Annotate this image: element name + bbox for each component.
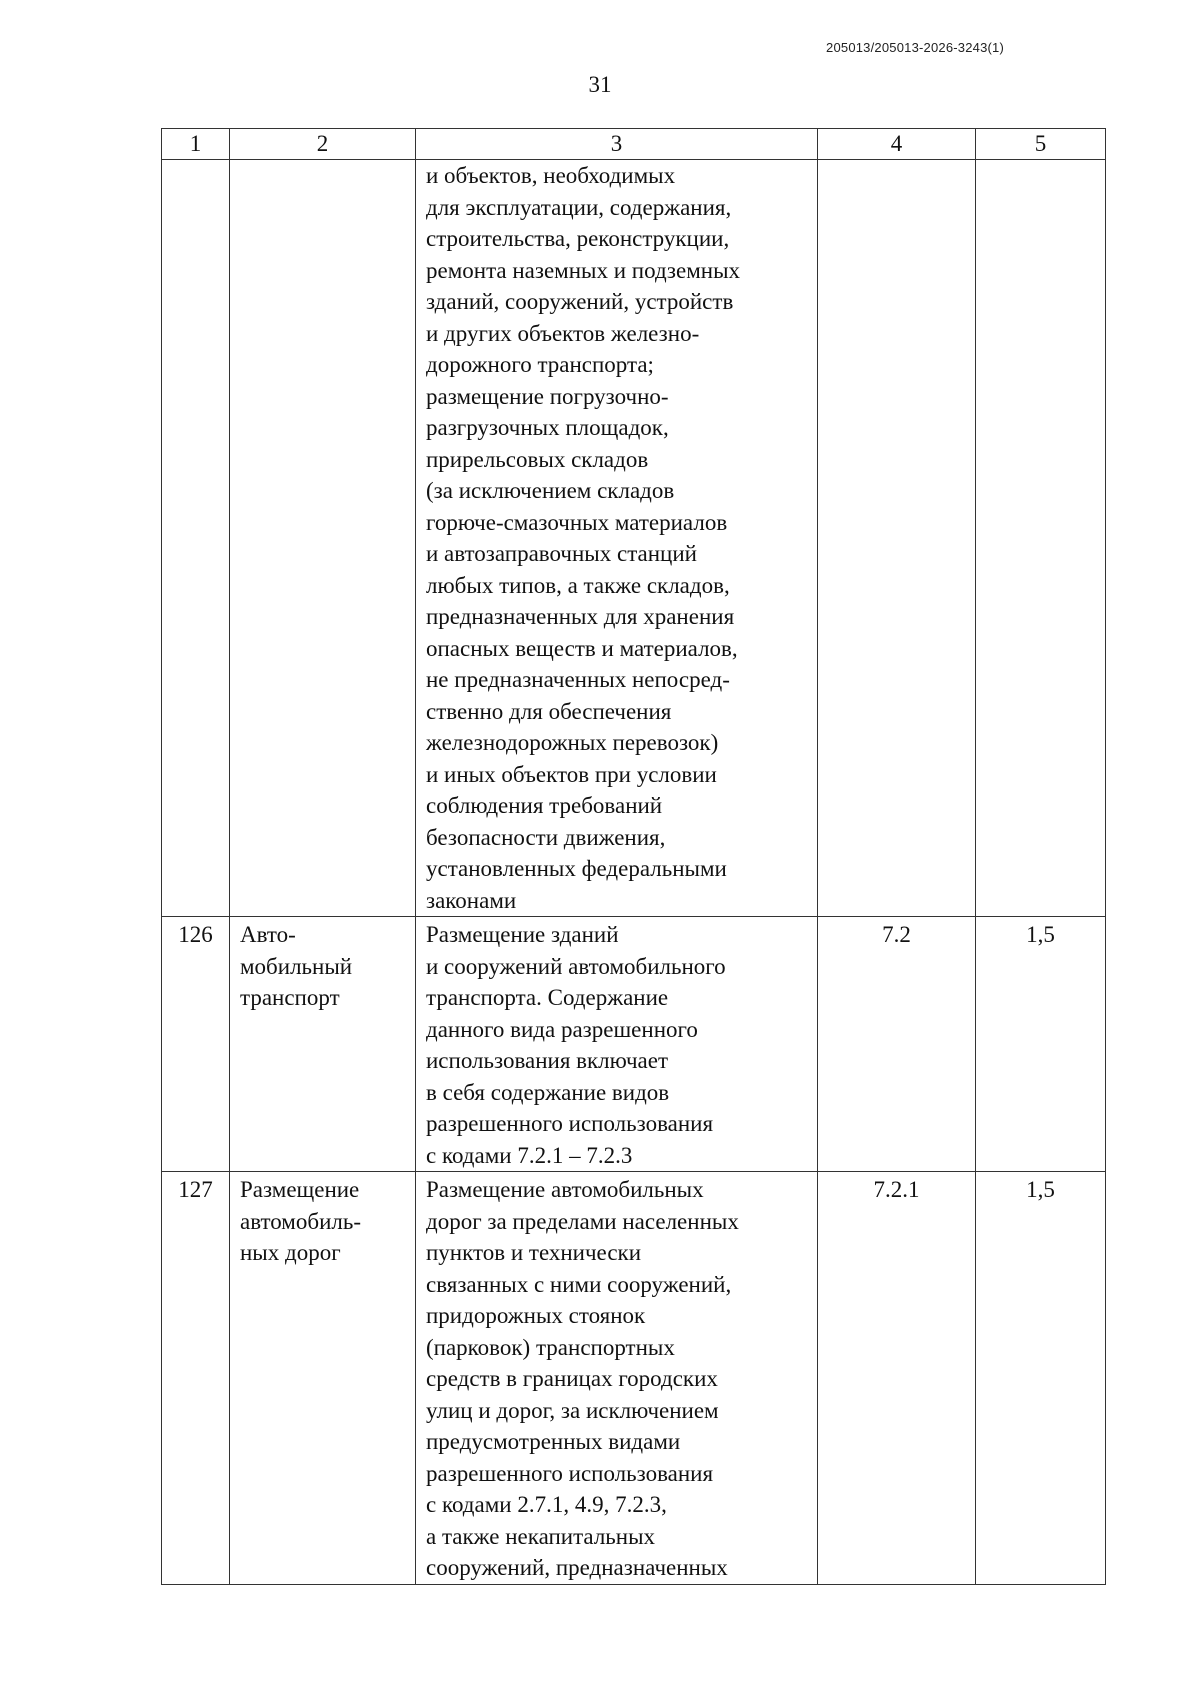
description-line: с кодами 2.7.1, 4.9, 7.2.3,: [426, 1492, 667, 1517]
row-value-cell: 1,5: [976, 917, 1106, 1172]
name-line: мобильный: [240, 953, 353, 979]
table-row-127: [162, 1172, 1106, 1585]
description-line: размещение погрузочно-: [426, 383, 669, 409]
description-line: и других объектов железно-: [426, 320, 700, 346]
description-line: и сооружений автомобильного: [426, 953, 726, 979]
description-line: с кодами 7.2.1 – 7.2.3: [426, 1142, 633, 1168]
description-line: и объектов, необходимых: [426, 163, 676, 188]
row-description-cell: [416, 917, 818, 1172]
description-line: и автозаправочных станций: [426, 541, 697, 566]
description-line: прирельсовых складов: [426, 446, 649, 472]
description-line: Размещение автомобильных: [426, 1177, 704, 1202]
description-line: установленных федеральными: [426, 856, 727, 881]
row-code-cell: [818, 160, 976, 917]
column-header-5: 5: [976, 129, 1106, 160]
name-line: Размещение: [240, 1177, 360, 1202]
description-line: придорожных стоянок: [426, 1303, 646, 1328]
table-row-continuation: [162, 160, 1106, 917]
land-use-table: [161, 128, 1106, 1585]
description-line: а также некапитальных: [426, 1523, 656, 1549]
table-header-row: [162, 129, 1106, 160]
description-line: законами: [426, 887, 517, 913]
page-number: 31: [588, 72, 612, 97]
description-line: разрешенного использования: [426, 1111, 714, 1136]
row-number-cell: 126: [162, 917, 230, 1172]
table-row-126: [162, 917, 1106, 1172]
description-line: не предназначенных непосред-: [426, 667, 730, 692]
column-header-1: 1: [162, 129, 230, 160]
description-line: горюче-смазочных материалов: [426, 509, 728, 535]
description-line: зданий, сооружений, устройств: [426, 289, 734, 314]
column-header-4: 4: [818, 129, 976, 160]
description-line: железнодорожных перевозок): [426, 730, 719, 755]
row-number-cell: [162, 160, 230, 917]
description-line: разгрузочных площадок,: [426, 415, 669, 440]
description-line: ремонта наземных и подземных: [426, 257, 741, 283]
row-code-cell: 7.2: [818, 917, 976, 1172]
description-line: транспорта. Содержание: [426, 985, 669, 1010]
row-name-cell: [230, 160, 416, 917]
name-line: ных дорог: [240, 1240, 341, 1265]
name-line: автомобиль-: [240, 1208, 361, 1234]
description-line: улиц и дорог, за исключением: [426, 1397, 719, 1423]
description-line: Размещение зданий: [426, 922, 619, 947]
column-header-3: 3: [416, 129, 818, 160]
description-line: данного вида разрешенного: [426, 1016, 698, 1042]
row-value-cell: [976, 160, 1106, 917]
row-name-cell: [230, 917, 416, 1172]
row-name-cell: [230, 1172, 416, 1585]
description-line: для эксплуатации, содержания,: [426, 194, 732, 220]
description-line: строительства, реконструкции,: [426, 226, 730, 251]
description-line: безопасности движения,: [426, 824, 666, 850]
description-line: и иных объектов при условии: [426, 761, 717, 787]
description-line: предназначенных для хранения: [426, 604, 735, 629]
document-id: 205013/205013-2026-3243(1): [826, 40, 1004, 55]
description-line: использования включает: [426, 1048, 669, 1073]
description-line: средств в границах городских: [426, 1366, 718, 1391]
description-line: в себя содержание видов: [426, 1079, 670, 1105]
description-line: дорожного транспорта;: [426, 352, 654, 377]
row-code-cell: 7.2.1: [818, 1172, 976, 1585]
description-line: связанных с ними сооружений,: [426, 1271, 732, 1297]
column-header-2: 2: [230, 129, 416, 160]
row-number-cell: 127: [162, 1172, 230, 1585]
description-line: дорог за пределами населенных: [426, 1208, 739, 1234]
description-line: пунктов и технически: [426, 1240, 642, 1265]
description-line: любых типов, а также складов,: [426, 572, 730, 598]
row-value-cell: 1,5: [976, 1172, 1106, 1585]
description-line: ственно для обеспечения: [426, 698, 672, 724]
name-line: транспорт: [240, 985, 340, 1010]
description-line: соблюдения требований: [426, 793, 663, 818]
description-line: разрешенного использования: [426, 1460, 714, 1486]
description-line: сооружений, предназначенных: [426, 1555, 728, 1580]
description-line: (за исключением складов: [426, 478, 675, 503]
row-description-cell: [416, 1172, 818, 1585]
description-line: предусмотренных видами: [426, 1429, 681, 1454]
name-line: Авто-: [240, 922, 296, 947]
description-line: (парковок) транспортных: [426, 1334, 675, 1360]
description-line: опасных веществ и материалов,: [426, 635, 738, 661]
row-description-cell: [416, 160, 818, 917]
